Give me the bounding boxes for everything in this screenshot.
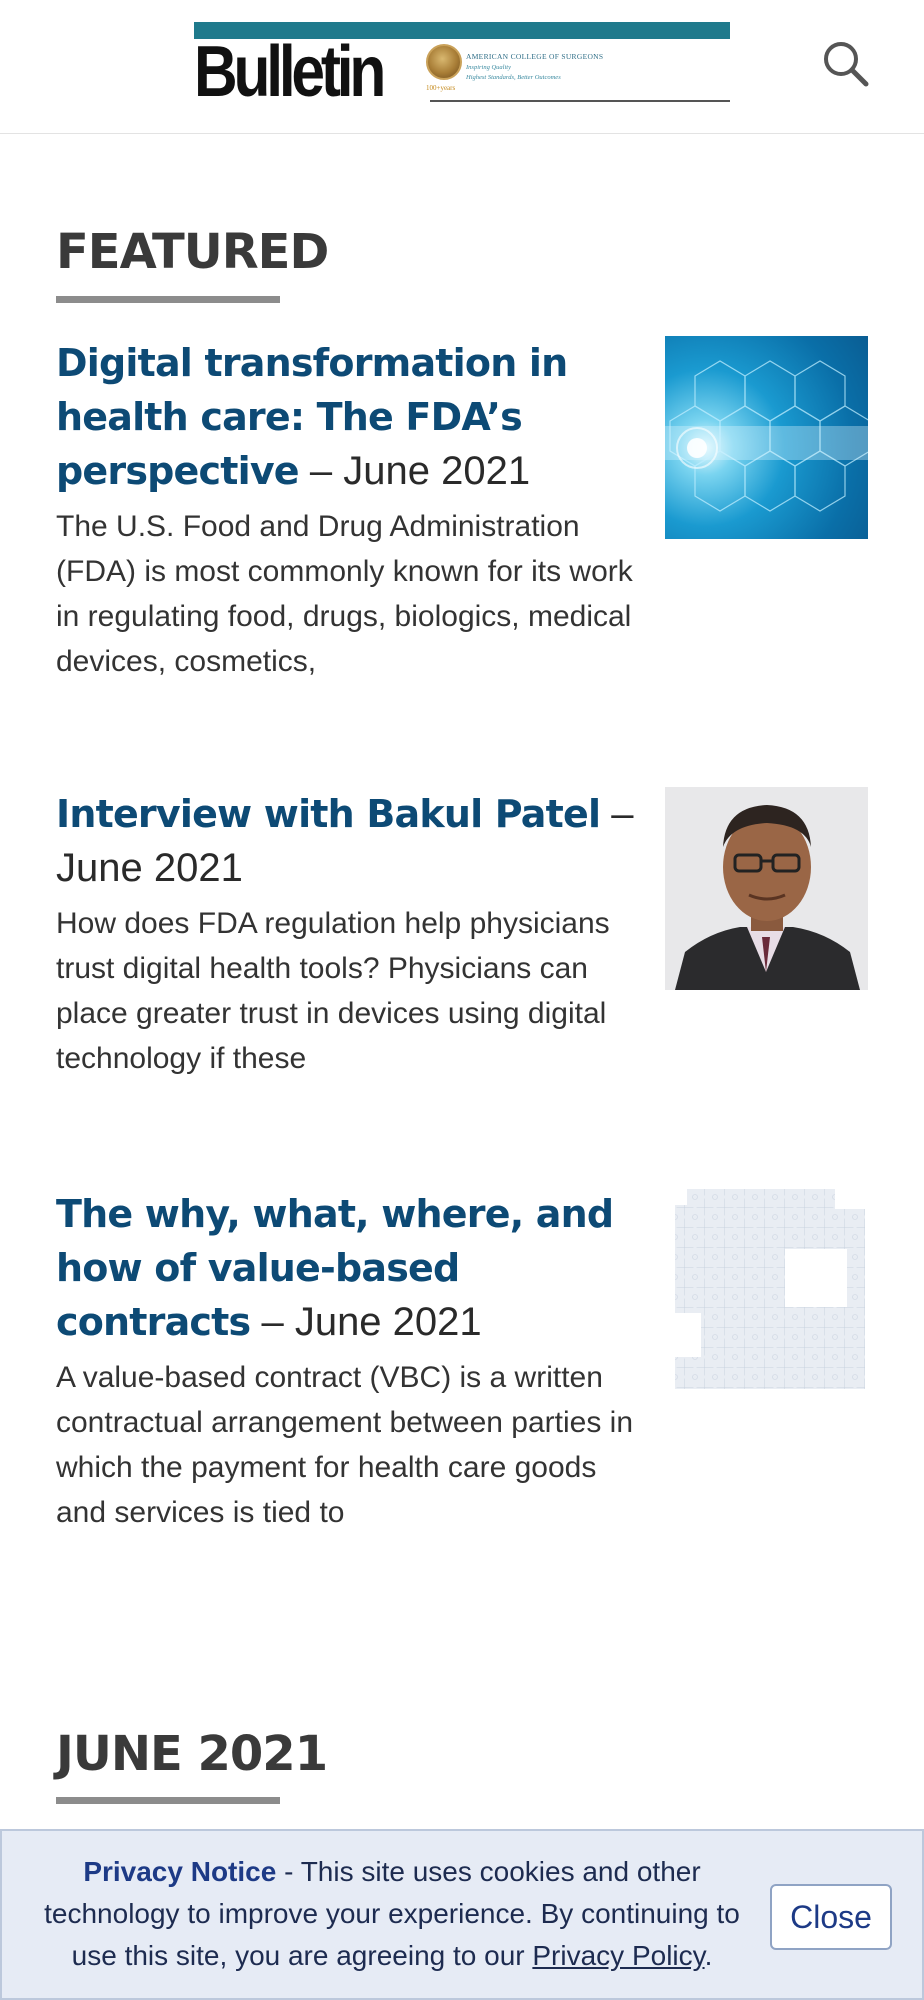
- acs-seal-icon: [426, 44, 462, 80]
- article-card: [56, 1187, 868, 1535]
- june-2021-heading: JUNE 2021: [56, 1726, 328, 1782]
- article-card: [56, 787, 868, 1081]
- featured-heading: FEATURED: [56, 224, 329, 280]
- article-title-block: [56, 336, 636, 498]
- article-title-block: [56, 1187, 636, 1349]
- search-button[interactable]: [820, 38, 872, 90]
- article-title-link[interactable]: Digital transformation in health care: The FDA’s perspective: [56, 341, 568, 493]
- article-thumbnail[interactable]: [665, 1187, 868, 1390]
- hexagon-tech-image: [665, 336, 868, 539]
- article-thumbnail[interactable]: [665, 787, 868, 990]
- article-date: – June 2021: [298, 449, 531, 493]
- logo-tagline-2: Highest Standards, Better Outcomes: [466, 74, 561, 81]
- article-excerpt: The U.S. Food and Drug Administration (FDA) is most commonly known for its work in regulating food, drugs, biologics, medical devices, cosmetics,: [56, 510, 633, 678]
- puzzle-pieces-image: [665, 1187, 868, 1390]
- close-button[interactable]: Close: [770, 1884, 892, 1950]
- privacy-notice-text: [42, 1851, 742, 1977]
- article-date: – June 2021: [250, 1300, 482, 1344]
- article-date: – June 2021: [56, 792, 634, 890]
- article-excerpt: A value-based contract (VBC) is a written contractual arrangement between parties in which the payment for health care goods and services is tied to: [56, 1361, 634, 1529]
- article-thumbnail[interactable]: [665, 336, 868, 539]
- article-card: [56, 336, 868, 684]
- search-icon: [820, 38, 872, 90]
- privacy-notice-label: Privacy Notice: [83, 1856, 277, 1887]
- featured-heading-rule: [56, 296, 280, 303]
- privacy-notice-banner: [0, 1829, 924, 2000]
- article-excerpt: How does FDA regulation help physicians trust digital health tools? Physicians can place greater trust in devices using digital technology if these: [56, 907, 610, 1075]
- bulletin-logo[interactable]: [194, 22, 730, 112]
- article-title-link[interactable]: Interview with Bakul Patel: [56, 792, 601, 836]
- privacy-policy-link[interactable]: Privacy Policy: [532, 1940, 705, 1971]
- privacy-notice-end: .: [704, 1940, 713, 1971]
- logo-wordmark: Bulletin: [194, 32, 383, 112]
- article-title-block: [56, 787, 636, 895]
- june-2021-heading-rule: [56, 1797, 280, 1804]
- logo-underline: [430, 100, 730, 102]
- logo-tagline-1: Inspiring Quality: [466, 64, 511, 71]
- logo-org-name: AMERICAN COLLEGE OF SURGEONS: [466, 52, 604, 61]
- seal-caption: 100+years: [426, 84, 456, 92]
- privacy-notice-body: - This site uses cookies and other technology to improve your experience. By continuing to use this site, you are agreeing to our: [44, 1856, 740, 1971]
- site-header: [0, 0, 924, 134]
- portrait-image: [665, 787, 868, 990]
- article-title-link[interactable]: The why, what, where, and how of value-based contracts: [56, 1192, 614, 1344]
